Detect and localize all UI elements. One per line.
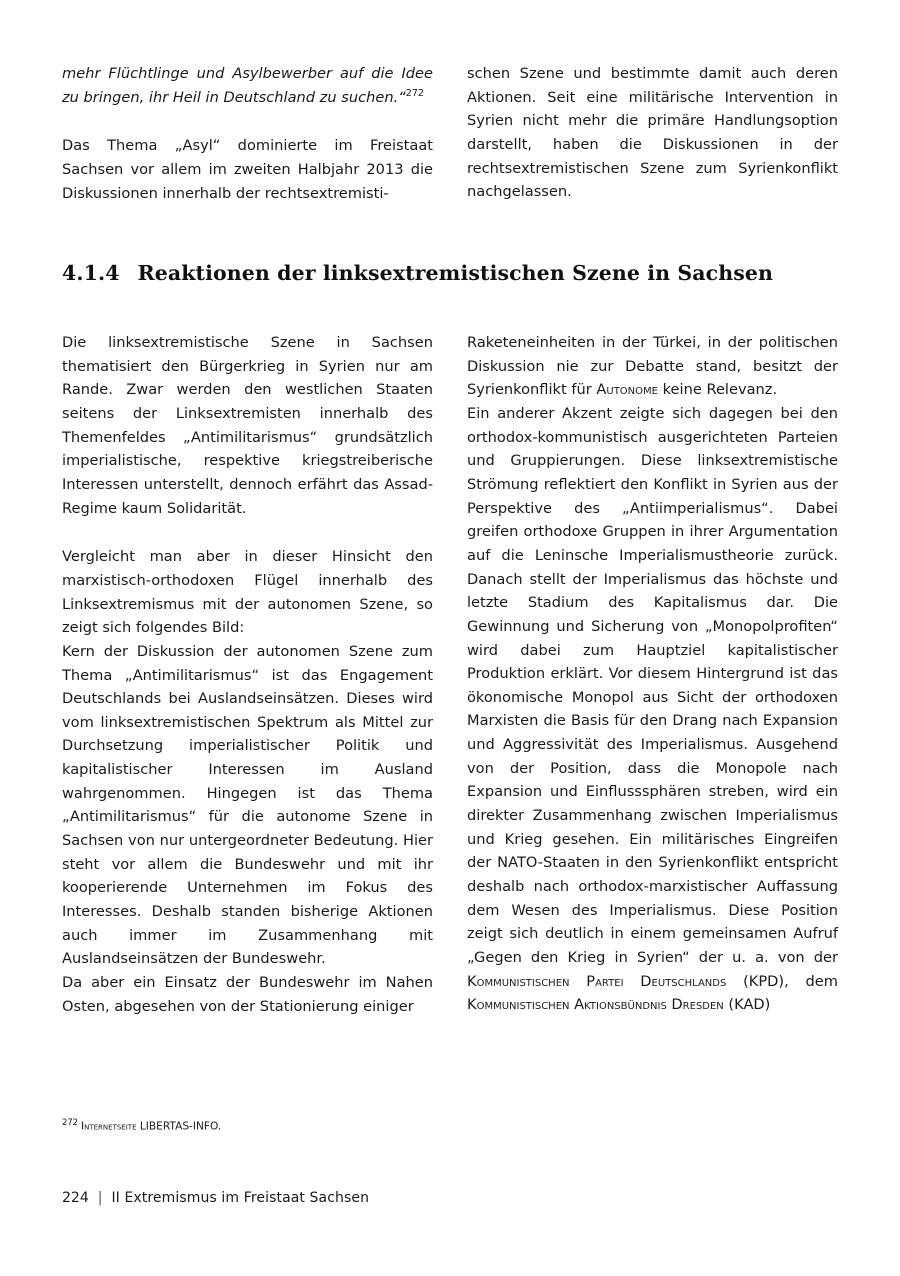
paragraph-quote-continued	[62, 62, 433, 109]
body-paragraph: Kern der Diskussion der autonomen Szene zum Thema „Antimilitarismus“ ist das Engagement Deutschlands bei Auslandseinsätzen. Dieses wird vom linksextremistischen Spektrum als Mittel zur Durchsetzung imperialistischer Politik und kapitalistischer Interessen im Ausland wahrgenommen. Hingegen ist das Thema „Antimilitarismus“ für die autonome Szene in Sachsen von nur untergeordneter Bedeutung. Hier steht vor allem die Bundeswehr und mit ihr kooperierende Unternehmen im Fokus des Interesses. Deshalb standen bisherige Aktionen auch immer im Zusammenhang mit Auslandseinsätzen der Bundeswehr.	[62, 642, 433, 968]
body-paragraph	[467, 331, 838, 402]
smallcaps-kpd-name: Kommunistischen Partei Deutschlands	[467, 972, 727, 990]
footnote-text: Internetseite LIBERTAS-INFO.	[81, 1120, 222, 1133]
top-columns	[62, 62, 838, 205]
body-paragraph	[467, 402, 838, 1017]
paragraph-asyl-left: Das Thema „Asyl“ dominierte im Freistaat Sachsen vor allem im zweiten Halbjahr 2013 die Diskussionen innerhalb der rechtsextremisti-	[62, 137, 433, 202]
text-run: (KAD)	[723, 996, 771, 1014]
body-columns	[62, 331, 838, 1018]
paragraph-asyl-right: schen Szene und bestimmte damit auch deren Aktionen. Seit eine militärische Intervention in Syrien nicht mehr die primäre Handlungsoption darstellt, haben die Diskussionen in der rechtsextremistischen Szene zum Syrienkonflikt nachgelassen.	[467, 65, 838, 201]
footnote	[62, 1116, 838, 1135]
footer-separator: |	[97, 1190, 103, 1206]
body-column-left	[62, 331, 433, 1018]
page-footer	[62, 1190, 838, 1206]
footnote-marker: 272	[405, 87, 424, 99]
top-column-right	[467, 62, 838, 205]
text-run: (KPD), dem	[726, 972, 838, 990]
section-title: Reaktionen der linksextremistischen Szene in Sachsen	[137, 261, 774, 286]
body-paragraph: Da aber ein Einsatz der Bundeswehr im Nahen Osten, abgesehen von der Stationierung einiger	[62, 973, 433, 1015]
page-title	[62, 261, 838, 285]
quote-text: mehr Flüchtlinge und Asylbewerber auf die Idee zu bringen, ihr Heil in Deutschland zu suchen.“	[62, 65, 433, 106]
smallcaps-autonome: Autonome	[596, 381, 658, 399]
text-run: Raketeneinheiten in der Türkei, in der politischen Diskussion nie zur Debatte stand, besitzt der Syrienkonflikt für	[467, 334, 838, 399]
footnote-number: 272	[62, 1117, 78, 1127]
text-run: keine Relevanz.	[657, 381, 778, 399]
smallcaps-kad-name: Kommunistischen Aktionsbündnis Dresden	[467, 996, 724, 1014]
top-column-left	[62, 62, 433, 205]
footer-title: II Extremismus im Freistaat Sachsen	[111, 1190, 370, 1206]
text-run: Ein anderer Akzent zeigte sich dagegen bei den orthodox-kommunistisch ausgerichteten Parteien und Gruppierungen. Diese linksextremistische Strömung reflektiert den Konflikt in Syrien aus der Perspektive des „Antiimperialismus“. Dabei greifen orthodoxe Gruppen in ihrer Argumentation auf die Leninsche Imperialismustheorie zurück. Danach stellt der Imperialismus das höchste und letzte Stadium des Kapitalismus dar. Die Gewinnung und Sicherung von „Monopolprofiten“ wird dabei zum Hauptziel kapitalistischer Produktion erklärt. Vor diesem Hintergrund ist das ökonomische Monopol aus Sicht der orthodoxen Marxisten die Basis für den Drang nach Expansion und Aggressivität des Imperialismus. Ausgehend von der Position, dass die Monopole nach Expansion und Einflusssphären streben, wird ein direkter Zusammenhang zwischen Imperialismus und Krieg gesehen. Ein militärisches Eingreifen der NATO-Staaten in den Syrienkonflikt entspricht deshalb nach orthodox-marxistischer Auffassung dem Wesen des Imperialismus. Diese Position zeigt sich deutlich in einem gemeinsamen Aufruf „Gegen den Krieg in Syrien“ der u. a. von der	[467, 405, 838, 966]
body-paragraph: Die linksextremistische Szene in Sachsen thematisiert den Bürgerkrieg in Syrien nur am Rande. Zwar werden den westlichen Staaten seitens der Linksextremisten innerhalb des Themenfeldes „Antimilitarismus“ grundsätzlich imperialistische, respektive kriegstreiberische Interessen unterstellt, dennoch erfährt das Assad-Regime kaum Solidarität.	[62, 334, 433, 517]
body-column-right	[467, 331, 838, 1018]
section-heading-block	[62, 261, 838, 285]
section-number: 4.1.4	[62, 261, 120, 286]
footnote-zone	[62, 1116, 838, 1135]
page-content	[62, 62, 838, 1018]
body-paragraph: Vergleicht man aber in dieser Hinsicht den marxistisch-orthodoxen Flügel innerhalb des Linksextremismus mit der autonomen Szene, so zeigt sich folgendes Bild:	[62, 548, 433, 637]
page-number: 224	[62, 1190, 89, 1206]
